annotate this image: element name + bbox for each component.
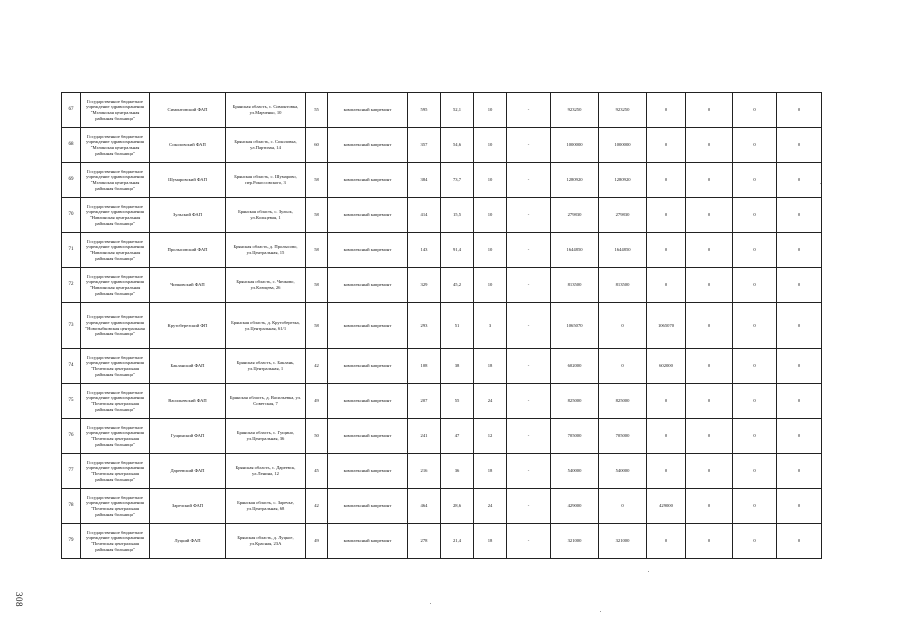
cell-extra: - [507,268,551,303]
cell-attached-population: 50 [306,419,328,454]
cell-total-cost: 1280920 [551,163,599,198]
cell-attached-population: 58 [306,303,328,349]
cell-service-population: 414 [408,198,441,233]
cell-attached-population: 45 [306,454,328,489]
cell-area: 51 [441,303,474,349]
cell-row-number: 76 [62,419,81,454]
cell-service-years: 3 [474,303,507,349]
cell-budget-column-5: 0 [777,419,822,454]
cell-service-population: 384 [408,163,441,198]
cell-address: Брянская область, с. Заречье, ул.Центральная, 68 [226,489,306,524]
cell-extra: - [507,524,551,559]
cell-budget-column-5: 0 [777,163,822,198]
cell-total-cost: 429000 [551,489,599,524]
cell-facility-name: Заречский ФАП [150,489,226,524]
cell-budget-column-4: 0 [733,268,777,303]
cell-organization: Государственное бюджетное учреждение здравоохранения "Навлинская центральная районная больница" [81,198,150,233]
cell-extra: - [507,163,551,198]
cell-area: 54,6 [441,128,474,163]
cell-address: Брянская область, д. Крутоберезка, ул.Центральная, 61/1 [226,303,306,349]
cell-facility-name: Пролысовский ФАП [150,233,226,268]
cell-organization: Государственное бюджетное учреждение здравоохранения "Мглинская центральная районная больница" [81,128,150,163]
cell-budget-column-4: 0 [733,303,777,349]
cell-budget-column-3: 0 [686,268,733,303]
cell-attached-population: 42 [306,349,328,384]
cell-work-type: комплексный капремонт [328,268,408,303]
cell-extra: - [507,198,551,233]
cell-budget-column-3: 0 [686,419,733,454]
cell-budget-column-5: 0 [777,349,822,384]
cell-federal-budget-2020: 0 [647,419,686,454]
cell-service-years: 18 [474,349,507,384]
cell-address: Брянская область, с. Гущино, ул.Центральная, 36 [226,419,306,454]
cell-total-cost: 1644850 [551,233,599,268]
cell-attached-population: 58 [306,233,328,268]
cell-service-population: 357 [408,128,441,163]
cell-service-years: 10 [474,163,507,198]
cell-organization: Государственное бюджетное учреждение здравоохранения "Почепская центральная районная больница" [81,524,150,559]
cell-attached-population: 58 [306,163,328,198]
cell-work-type: комплексный капремонт [328,454,408,489]
cell-budget-column-4: 0 [733,349,777,384]
cell-budget-column-5: 0 [777,524,822,559]
cell-organization: Государственное бюджетное учреждение здравоохранения "Почепская центральная районная больница" [81,489,150,524]
table-row [62,303,822,349]
cell-federal-budget-2019: 279830 [599,198,647,233]
cell-federal-budget-2020: 0 [647,268,686,303]
cell-extra: - [507,93,551,128]
cell-budget-column-5: 0 [777,454,822,489]
cell-work-type: комплексный капремонт [328,349,408,384]
cell-extra: - [507,349,551,384]
cell-budget-column-4: 0 [733,233,777,268]
scan-speck [430,603,431,604]
cell-budget-column-3: 0 [686,454,733,489]
cell-area: 45,2 [441,268,474,303]
cell-budget-column-5: 0 [777,93,822,128]
cell-budget-column-5: 0 [777,128,822,163]
cell-extra: - [507,303,551,349]
cell-address: Брянская область, с. Симонтовка, ул.Марченко, 10 [226,93,306,128]
facilities-table [61,92,822,559]
scan-speck [648,571,649,572]
cell-total-cost: 540000 [551,454,599,489]
cell-facility-name: Дареевский ФАП [150,454,226,489]
cell-row-number: 79 [62,524,81,559]
cell-service-population: 293 [408,303,441,349]
table-body [62,93,822,559]
cell-row-number: 75 [62,384,81,419]
cell-service-population: 143 [408,233,441,268]
cell-total-cost: 923250 [551,93,599,128]
cell-row-number: 70 [62,198,81,233]
cell-service-population: 278 [408,524,441,559]
cell-service-years: 12 [474,419,507,454]
cell-extra: - [507,128,551,163]
cell-facility-name: Зульский ФАП [150,198,226,233]
cell-service-years: 10 [474,198,507,233]
table-row [62,233,822,268]
cell-facility-name: Гущинский ФАП [150,419,226,454]
cell-federal-budget-2020: 1065070 [647,303,686,349]
cell-budget-column-3: 0 [686,524,733,559]
cell-extra: - [507,454,551,489]
cell-budget-column-4: 0 [733,128,777,163]
cell-budget-column-5: 0 [777,303,822,349]
cell-area: 55 [441,384,474,419]
cell-facility-name: Соколовский ФАП [150,128,226,163]
table-row [62,419,822,454]
cell-total-cost: 705000 [551,419,599,454]
cell-facility-name: Шумаровский ФАП [150,163,226,198]
cell-area: 36 [441,454,474,489]
cell-attached-population: 49 [306,384,328,419]
table-row [62,268,822,303]
cell-budget-column-3: 0 [686,128,733,163]
table-row [62,198,822,233]
cell-federal-budget-2020: 0 [647,93,686,128]
cell-budget-column-3: 0 [686,303,733,349]
cell-address: Брянская область, д. Луцкое, ул.Красная, 23А [226,524,306,559]
cell-federal-budget-2020: 0 [647,163,686,198]
cell-federal-budget-2019: 1000000 [599,128,647,163]
cell-federal-budget-2019: 321000 [599,524,647,559]
cell-extra: - [507,233,551,268]
table-row [62,128,822,163]
cell-work-type: комплексный капремонт [328,93,408,128]
cell-federal-budget-2019: 0 [599,489,647,524]
cell-service-population: 329 [408,268,441,303]
cell-federal-budget-2020: 0 [647,384,686,419]
cell-facility-name: Васильевский ФАП [150,384,226,419]
cell-row-number: 78 [62,489,81,524]
cell-row-number: 69 [62,163,81,198]
cell-federal-budget-2020: 0 [647,524,686,559]
cell-federal-budget-2020: 602000 [647,349,686,384]
cell-federal-budget-2020: 429000 [647,489,686,524]
cell-service-years: 24 [474,489,507,524]
cell-federal-budget-2019: 705000 [599,419,647,454]
cell-service-population: 207 [408,384,441,419]
cell-extra: - [507,419,551,454]
table-row [62,384,822,419]
cell-facility-name: Симонтовский ФАП [150,93,226,128]
table-row [62,524,822,559]
cell-budget-column-4: 0 [733,419,777,454]
cell-budget-column-4: 0 [733,524,777,559]
cell-organization: Государственное бюджетное учреждение здравоохранения "Почепская центральная районная больница" [81,454,150,489]
cell-budget-column-3: 0 [686,233,733,268]
cell-organization: Государственное бюджетное учреждение здравоохранения "Почепская центральная районная больница" [81,349,150,384]
cell-total-cost: 825000 [551,384,599,419]
cell-attached-population: 60 [306,128,328,163]
cell-budget-column-3: 0 [686,349,733,384]
cell-budget-column-4: 0 [733,198,777,233]
cell-federal-budget-2019: 0 [599,303,647,349]
cell-area: 73,7 [441,163,474,198]
table-row [62,489,822,524]
cell-total-cost: 321000 [551,524,599,559]
cell-attached-population: 49 [306,524,328,559]
cell-work-type: комплексный капремонт [328,489,408,524]
cell-service-years: 10 [474,128,507,163]
table-row [62,454,822,489]
table-row [62,163,822,198]
cell-address: Брянская область, с. Дареевск, ул.Ленина, 12 [226,454,306,489]
cell-budget-column-3: 0 [686,384,733,419]
cell-total-cost: 813500 [551,268,599,303]
cell-work-type: комплексный капремонт [328,233,408,268]
cell-work-type: комплексный капремонт [328,524,408,559]
cell-area: 28,6 [441,489,474,524]
cell-attached-population: 55 [306,93,328,128]
cell-budget-column-5: 0 [777,268,822,303]
cell-work-type: комплексный капремонт [328,128,408,163]
cell-extra: - [507,384,551,419]
cell-service-years: 10 [474,93,507,128]
cell-budget-column-3: 0 [686,163,733,198]
cell-budget-column-3: 0 [686,489,733,524]
cell-organization: Государственное бюджетное учреждение здравоохранения "Мглинская центральная районная больница" [81,163,150,198]
cell-row-number: 74 [62,349,81,384]
cell-federal-budget-2020: 0 [647,454,686,489]
cell-row-number: 72 [62,268,81,303]
cell-address: Брянская область, д. Васильевка, ул. Советская, 7 [226,384,306,419]
cell-federal-budget-2019: 923250 [599,93,647,128]
cell-service-population: 108 [408,349,441,384]
cell-federal-budget-2019: 1644850 [599,233,647,268]
cell-organization: Государственное бюджетное учреждение здравоохранения "Почепская центральная районная больница" [81,384,150,419]
cell-federal-budget-2019: 825000 [599,384,647,419]
cell-budget-column-5: 0 [777,198,822,233]
cell-extra: - [507,489,551,524]
cell-budget-column-5: 0 [777,489,822,524]
cell-row-number: 67 [62,93,81,128]
cell-row-number: 68 [62,128,81,163]
cell-work-type: комплексный капремонт [328,303,408,349]
cell-service-years: 10 [474,233,507,268]
cell-budget-column-3: 0 [686,93,733,128]
cell-address: Брянская область, с. Шумарово, пер.Рокоссовского, 3 [226,163,306,198]
cell-row-number: 73 [62,303,81,349]
cell-area: 52,1 [441,93,474,128]
cell-service-population: 464 [408,489,441,524]
cell-service-years: 24 [474,384,507,419]
cell-address: Брянская область, с. Зульск, ул.Кольцевая, 1 [226,198,306,233]
cell-service-population: 241 [408,419,441,454]
cell-federal-budget-2019: 1280920 [599,163,647,198]
cell-organization: Государственное бюджетное учреждение здравоохранения "Мглинская центральная районная больница" [81,93,150,128]
cell-area: 38 [441,349,474,384]
cell-budget-column-4: 0 [733,163,777,198]
cell-row-number: 71 [62,233,81,268]
cell-service-population: 595 [408,93,441,128]
cell-organization: Государственное бюджетное учреждение здравоохранения "Почепская центральная районная больница" [81,419,150,454]
cell-total-cost: 602000 [551,349,599,384]
cell-budget-column-4: 0 [733,384,777,419]
cell-work-type: комплексный капремонт [328,384,408,419]
cell-address: Брянская область, с. Чичково, ул.Клюцева, 26 [226,268,306,303]
page-number: 308 [14,592,24,607]
cell-work-type: комплексный капремонт [328,163,408,198]
cell-address: Брянская область, с. Соколовка, ул.Партизан, 14 [226,128,306,163]
cell-federal-budget-2020: 0 [647,128,686,163]
cell-service-years: 18 [474,454,507,489]
cell-organization: Государственное бюджетное учреждение здравоохранения "Навлинская центральная районная больница" [81,268,150,303]
cell-attached-population: 58 [306,198,328,233]
cell-federal-budget-2020: 0 [647,233,686,268]
cell-area: 47 [441,419,474,454]
cell-budget-column-4: 0 [733,93,777,128]
cell-address: Брянская область, с. Баклань, ул.Центральная, 1 [226,349,306,384]
cell-service-years: 18 [474,524,507,559]
cell-area: 21,4 [441,524,474,559]
cell-attached-population: 58 [306,268,328,303]
cell-total-cost: 1000000 [551,128,599,163]
cell-total-cost: 279830 [551,198,599,233]
scan-speck [600,611,601,612]
cell-service-years: 10 [474,268,507,303]
cell-budget-column-5: 0 [777,233,822,268]
cell-facility-name: Бакланский ФАП [150,349,226,384]
cell-federal-budget-2019: 0 [599,349,647,384]
cell-organization: Государственное бюджетное учреждение здравоохранения "Навлинская центральная районная больница" [81,233,150,268]
cell-budget-column-5: 0 [777,384,822,419]
cell-budget-column-3: 0 [686,198,733,233]
cell-attached-population: 42 [306,489,328,524]
cell-area: 91,4 [441,233,474,268]
cell-work-type: комплексный капремонт [328,419,408,454]
cell-address: Брянская область, д. Пролысово, ул.Центральная, 15 [226,233,306,268]
cell-facility-name: Чичковский ФАП [150,268,226,303]
cell-work-type: комплексный капремонт [328,198,408,233]
table-row [62,93,822,128]
scan-speck [820,183,821,184]
cell-budget-column-4: 0 [733,454,777,489]
cell-total-cost: 1065070 [551,303,599,349]
cell-organization: Государственное бюджетное учреждение здравоохранения "Новозыбковская центральная районная больница" [81,303,150,349]
cell-federal-budget-2019: 540000 [599,454,647,489]
cell-federal-budget-2019: 813500 [599,268,647,303]
cell-facility-name: Луцкий ФАП [150,524,226,559]
cell-budget-column-4: 0 [733,489,777,524]
cell-service-population: 216 [408,454,441,489]
cell-federal-budget-2020: 0 [647,198,686,233]
cell-row-number: 77 [62,454,81,489]
table-row [62,349,822,384]
cell-facility-name: Крутоберезский ФП [150,303,226,349]
cell-area: 15,5 [441,198,474,233]
